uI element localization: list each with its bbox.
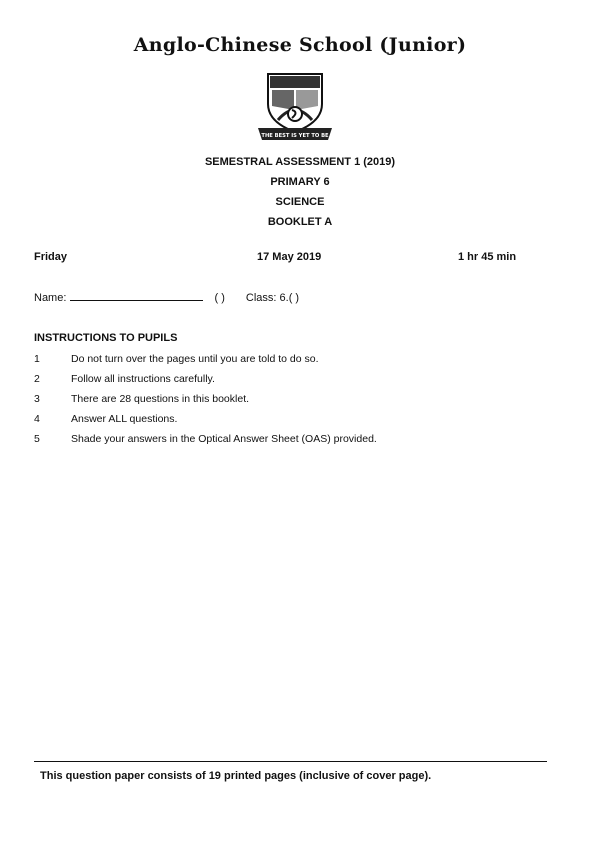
exam-date: 17 May 2019 bbox=[257, 251, 322, 263]
footer-note: This question paper consists of 19 printed pages (inclusive of cover page). bbox=[40, 770, 432, 782]
exam-duration: 1 hr 45 min bbox=[458, 251, 517, 263]
instruction-item: 1 Do not turn over the pages until you are told to do so. bbox=[34, 353, 319, 365]
name-field[interactable] bbox=[70, 290, 203, 301]
booklet: BOOKLET A bbox=[267, 216, 333, 228]
footer-divider bbox=[34, 761, 547, 762]
index-number-field[interactable]: ( ) bbox=[214, 292, 225, 304]
school-crest-logo bbox=[254, 70, 336, 142]
subject: SCIENCE bbox=[275, 196, 325, 208]
exam-title: SEMESTRAL ASSESSMENT 1 (2019) bbox=[204, 156, 396, 168]
name-label: Name: bbox=[34, 292, 67, 304]
school-name: Anglo-Chinese School (Junior) bbox=[133, 34, 467, 56]
level: PRIMARY 6 bbox=[270, 176, 330, 188]
exam-day: Friday bbox=[34, 251, 68, 263]
instruction-item: 3 There are 28 questions in this booklet. bbox=[34, 393, 250, 405]
crest-motto: THE BEST IS YET TO BE bbox=[261, 133, 329, 139]
instruction-item: 2 Follow all instructions carefully. bbox=[34, 373, 215, 385]
class-field[interactable]: Class: 6.( ) bbox=[245, 292, 300, 304]
instruction-item: 5 Shade your answers in the Optical Answer Sheet (OAS) provided. bbox=[34, 433, 377, 445]
student-details bbox=[34, 290, 299, 304]
instructions-title: INSTRUCTIONS TO PUPILS bbox=[34, 332, 178, 344]
instruction-item: 4 Answer ALL questions. bbox=[34, 413, 178, 425]
